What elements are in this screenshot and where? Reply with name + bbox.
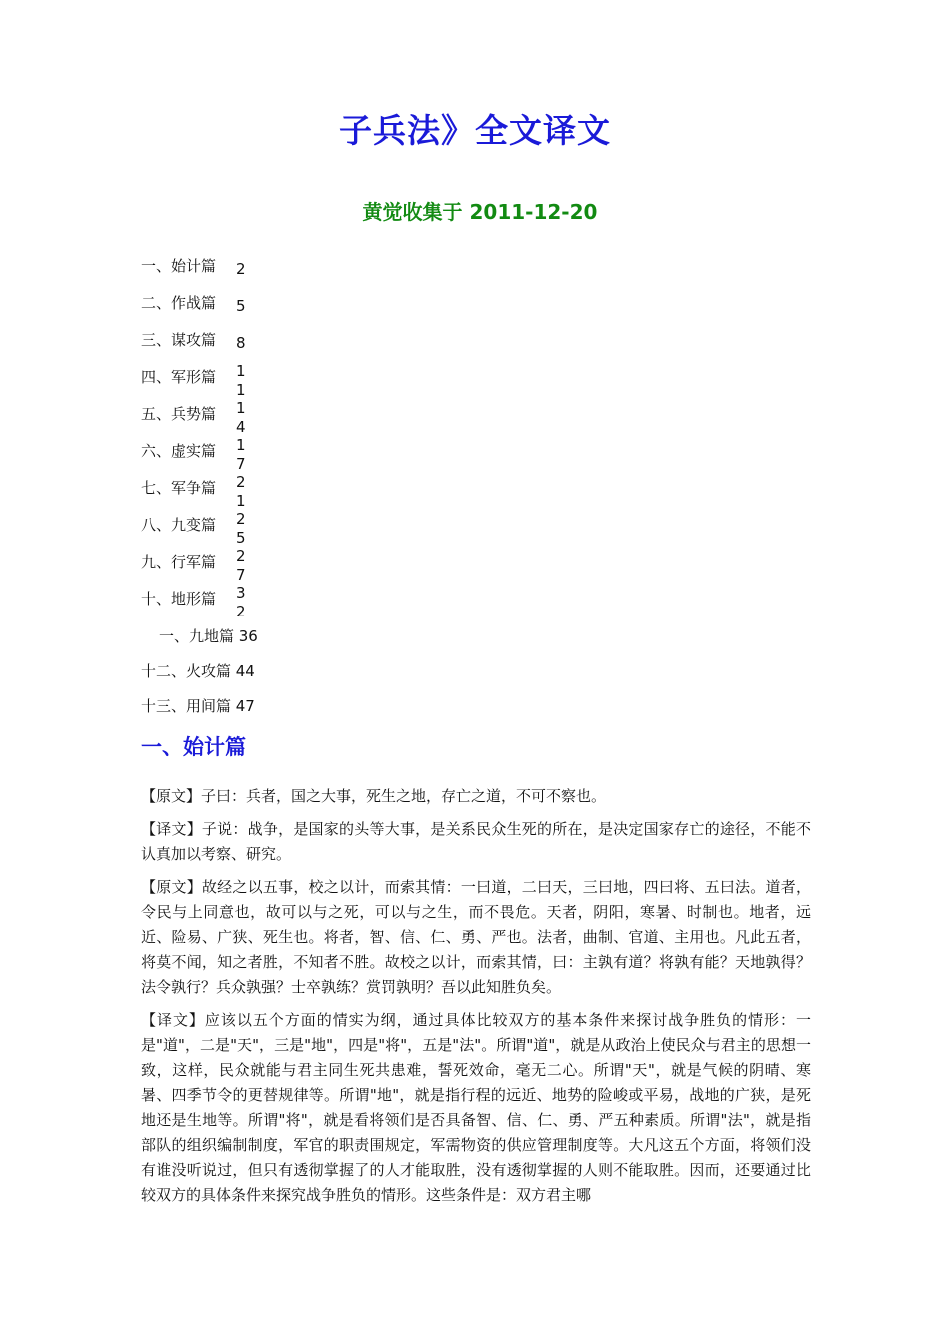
table-of-contents: [141, 255, 441, 730]
toc-entry[interactable]: [141, 329, 441, 366]
toc-entry-page: 21: [236, 473, 246, 509]
toc-entry[interactable]: [141, 584, 441, 625]
toc-entry-page: 2: [236, 260, 246, 278]
toc-entry-page: 5: [236, 297, 246, 315]
toc-entry-page: 8: [236, 334, 246, 352]
paragraph-original: 【原文】子曰：兵者，国之大事，死生之地，存亡之道，不可不察也。: [141, 787, 607, 805]
toc-entry[interactable]: [141, 362, 441, 403]
document-title: 子兵法》全文译文: [339, 111, 611, 150]
toc-entry-label: 二、作战篇: [141, 294, 217, 312]
toc-entry-label: 一、始计篇: [141, 257, 217, 275]
paragraph-original: 【原文】故经之以五事，校之以计，而索其情：一曰道，二曰天，三曰地，四曰将、五曰法。道者，令民与上同意也，故可以与之死，可以与之生，而不畏危。天者，阴阳，寒暑、时制也。地者，远近、险易、广狭、死生也。将者，智、信、仁、勇、严也。法者，曲制、官道、主用也。凡此五者，将莫不闻，知之者胜，不知者不胜。故校之以计，而索其情，曰：主孰有道？将孰有能？天地孰得？法令孰行？兵众孰强？士卒孰练？赏罚孰明？吾以此知胜负矣。: [141, 878, 811, 996]
toc-entry-label: 五、兵势篇: [141, 405, 217, 423]
section-body: [141, 784, 811, 1216]
toc-entry-page: 14: [236, 399, 246, 435]
section-heading: 一、始计篇: [141, 735, 246, 759]
toc-entry-page: 25: [236, 510, 246, 546]
toc-entry-label: 九、行军篇: [141, 553, 217, 571]
toc-entry[interactable]: [141, 436, 441, 477]
toc-entry[interactable]: [141, 473, 441, 514]
toc-entry-page: 32: [236, 584, 246, 616]
toc-entry[interactable]: 一、九地篇 36: [159, 627, 258, 645]
toc-entry[interactable]: [141, 547, 441, 588]
toc-entry-page: 11: [236, 362, 246, 398]
toc-entry-page: 17: [236, 436, 246, 472]
toc-entry-label: 六、虚实篇: [141, 442, 217, 460]
document-subtitle: 黄觉收集于 2011-12-20: [362, 200, 598, 224]
paragraph-translation: 【译文】子说：战争，是国家的头等大事，是关系民众生死的所在，是决定国家存亡的途径，不能不认真加以考察、研究。: [141, 820, 811, 863]
toc-entry[interactable]: [141, 255, 441, 292]
toc-entry-page: 27: [236, 547, 246, 583]
toc-entry[interactable]: [141, 292, 441, 329]
toc-entry[interactable]: 十三、用间篇 47: [141, 697, 255, 715]
toc-entry[interactable]: 十二、火攻篇 44: [141, 662, 255, 680]
toc-entry-label: 四、军形篇: [141, 368, 217, 386]
toc-entry-label: 七、军争篇: [141, 479, 217, 497]
toc-entry[interactable]: [141, 510, 441, 551]
toc-entry-label: 八、九变篇: [141, 516, 217, 534]
toc-entry-label: 三、谋攻篇: [141, 331, 217, 349]
toc-entry-label: 十、地形篇: [141, 590, 217, 608]
toc-entry[interactable]: [141, 399, 441, 440]
paragraph-translation: 【译文】应该以五个方面的情实为纲，通过具体比较双方的基本条件来探讨战争胜负的情形：一是"道"，二是"天"，三是"地"，四是"将"，五是"法"。所谓"道"，就是从政治上使民众与君主的思想一致，这样，民众就能与君主同生死共患难，誓死效命，毫无二心。所谓"天"，就是气候的阴晴、寒暑、四季节令的更替规律等。所谓"地"，就是指行程的远近、地势的险峻或平易，战地的广狭，是死地还是生地等。所谓"将"，就是看将领们是否具备智、信、仁、勇、严五种素质。所谓"法"，就是指部队的组织编制制度，军官的职责围规定，军需物资的供应管理制度等。大凡这五个方面，将领们没有谁没听说过，但只有透彻掌握了的人才能取胜，没有透彻掌握的人则不能取胜。因而，还要通过比较双方的具体条件来探究战争胜负的情形。这些条件是：双方君主哪: [141, 1011, 811, 1204]
